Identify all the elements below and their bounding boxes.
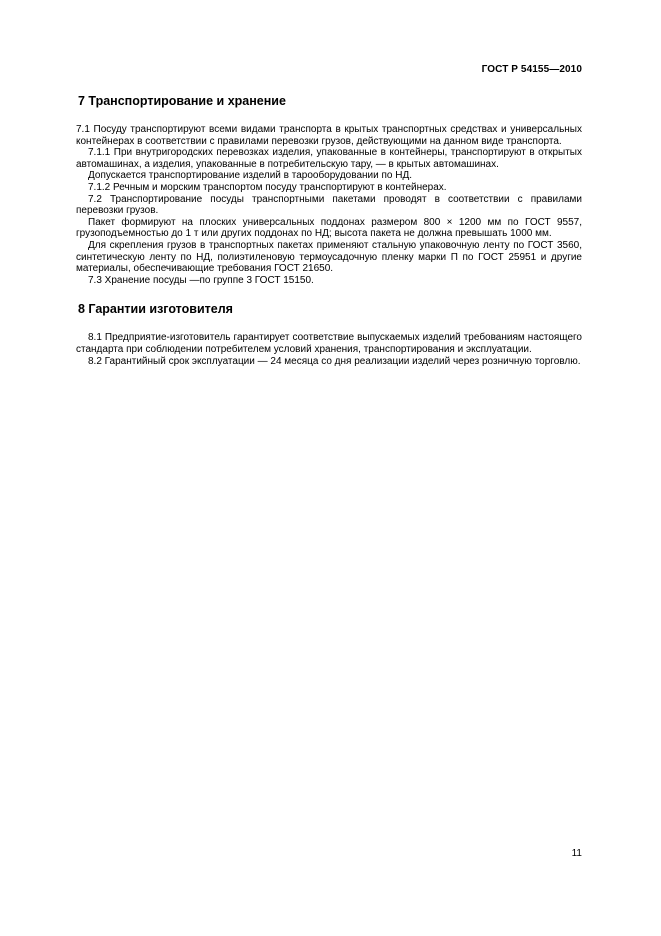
- paragraph-text: 7.1 Посуду транспортируют всеми видами транспорта в крытых транспортных средствах и универсальных контейнерах в соответствии с правилами перевозки грузов, действующими на данном виде транспорта.: [76, 124, 582, 147]
- paragraph-text: 8.1 Предприятие-изготовитель гарантирует соответствие выпускаемых изделий требованиям настоящего стандарта при соблюдении потребителем условий хранения, транспортирования и эксплуатации.: [76, 332, 582, 355]
- paragraph-text: Допускается транспортирование изделий в тарооборудовании по НД.: [88, 170, 413, 182]
- paragraph-8-1: [76, 332, 582, 355]
- section-title: 8 Гарантии изготовителя: [78, 302, 233, 317]
- paragraph-7-1-2: [76, 182, 582, 194]
- paragraph-text: Для скрепления грузов в транспортных пакетах применяют стальную упаковочную ленту по ГОСТ 3560, синтетическую ленту по НД, полиэтиленовую термоусадочную пленку марки П по ГОСТ 25951 и другие материалы, обеспечивающие требования ГОСТ 21650.: [76, 239, 582, 275]
- paragraph-text: 7.3 Хранение посуды —по группе 3 ГОСТ 15150.: [88, 274, 314, 286]
- paragraph-text: Пакет формируют на плоских универсальных поддонах размером 800 × 1200 мм по ГОСТ 9557, грузоподъемностью до 1 т или других поддонах по НД; высота пакета не должна превышать 1000 мм.: [76, 216, 582, 240]
- paragraph-text: 8.2 Гарантийный срок эксплуатации — 24 месяца со дня реализации изделий через розничную торговлю.: [88, 355, 581, 367]
- section-paragraphs: [76, 124, 582, 286]
- paragraph-7-1-1: [76, 147, 582, 170]
- section-paragraphs: [76, 332, 582, 367]
- paragraph-fastening: [76, 240, 582, 275]
- paragraph-7-1: [76, 124, 582, 147]
- document-code: ГОСТ Р 54155—2010: [481, 64, 582, 75]
- paragraph-7-3: [76, 275, 582, 287]
- paragraph-text: 7.2 Транспортирование посуды транспортными пакетами проводят в соответствии с правилами перевозки грузов.: [76, 193, 582, 217]
- paragraph-8-2: [76, 356, 582, 368]
- section-manufacturer-warranty: [76, 300, 582, 367]
- document-body: [76, 92, 582, 367]
- paragraph-text: 7.1.1 При внутригородских перевозках изделия, упакованные в контейнеры, транспортируют в открытых автомашинах, а изделия, упакованные в потребительскую тару, — в крытых автомашинах.: [76, 147, 582, 170]
- paragraph-text: 7.1.2 Речным и морским транспортом посуду транспортируют в контейнерах.: [88, 181, 447, 193]
- paragraph-allowed: [76, 170, 582, 182]
- page-number: 11: [571, 848, 582, 859]
- paragraph-7-2: [76, 194, 582, 217]
- paragraph-pallet: [76, 217, 582, 240]
- section-transportation-storage: [76, 92, 582, 286]
- section-title: 7 Транспортирование и хранение: [78, 94, 286, 108]
